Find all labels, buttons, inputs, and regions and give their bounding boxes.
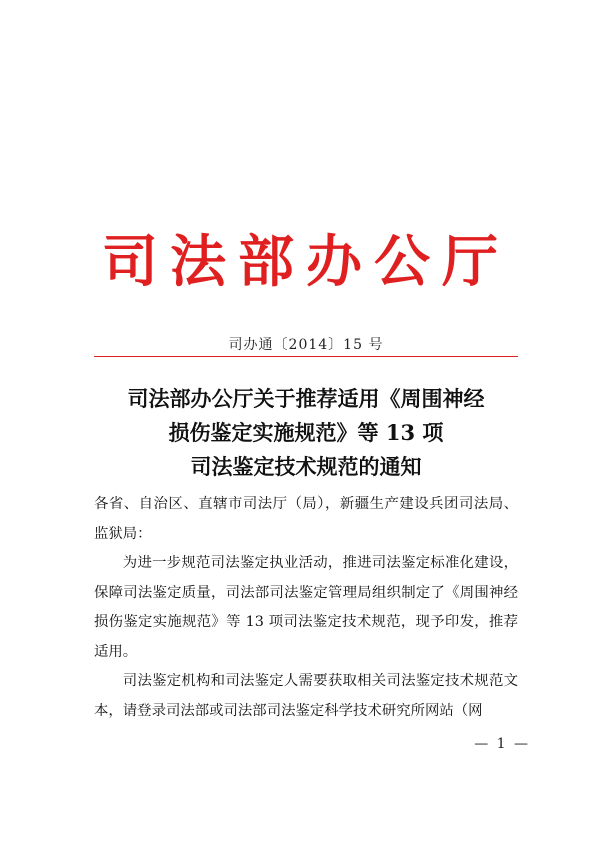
- salutation: 各省、自治区、直辖市司法厅（局），新疆生产建设兵团司法局、监狱局：: [94, 496, 518, 542]
- body-paragraph-2: 司法鉴定机构和司法鉴定人需要获取相关司法鉴定技术规范文本，请登录司法部或司法部司法鉴定科学技术研究所网站（网: [94, 673, 518, 719]
- title-line-2: 损伤鉴定实施规范》等 13 项: [168, 420, 444, 445]
- red-divider-line: [94, 356, 518, 357]
- title-line-1: 司法部办公厅关于推荐适用《周围神经: [127, 386, 485, 411]
- document-body: [94, 490, 518, 726]
- page-number: — 1 —: [474, 736, 530, 752]
- document-number: 司办通〔2014〕15 号: [228, 337, 384, 353]
- letterhead: 司法部办公厅: [102, 229, 510, 295]
- document-title: [0, 382, 612, 484]
- body-paragraph-1: 为进一步规范司法鉴定执业活动，推进司法鉴定标准化建设，保障司法鉴定质量，司法部司法鉴定管理局组织制定了《周围神经损伤鉴定实施规范》等 13 项司法鉴定技术规范，现予印发，推荐适用。: [94, 555, 518, 660]
- title-line-3: 司法鉴定技术规范的通知: [190, 454, 422, 479]
